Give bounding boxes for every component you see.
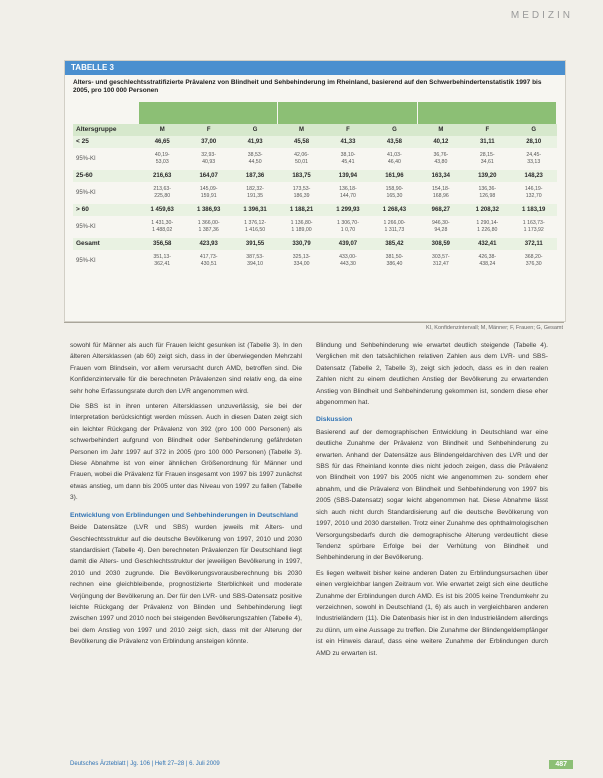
section-heading: Diskussion xyxy=(316,416,353,424)
table-rows xyxy=(73,136,557,272)
column-header: G xyxy=(252,126,258,133)
ci-cell: 351,13- 362,41 xyxy=(153,254,172,267)
ci-cell: 1 266,00- 1 311,73 xyxy=(383,220,406,233)
ci-cell: 42,06- 50,01 xyxy=(294,152,309,165)
ci-cell: 426,38- 438,24 xyxy=(478,254,497,267)
table-ci-row xyxy=(73,182,557,204)
table-cell: 216,63 xyxy=(153,172,172,179)
table-body xyxy=(73,102,557,272)
table-ci-row xyxy=(73,250,557,272)
ci-cell: 182,32- 191,35 xyxy=(246,186,264,199)
column-header: M xyxy=(159,126,165,133)
table-cell: 423,93 xyxy=(199,240,218,247)
body-column-left xyxy=(70,340,302,652)
ci-cell: 213,63- 225,80 xyxy=(153,186,172,199)
column-header-row xyxy=(73,124,557,136)
table-cell: 46,65 xyxy=(154,138,170,145)
column-header: F xyxy=(206,126,211,133)
page-number: 487 xyxy=(549,760,573,769)
table-cell: 968,27 xyxy=(431,206,451,213)
ci-cell: 158,90- 165,30 xyxy=(385,186,404,199)
ci-label: 95%-KI xyxy=(76,223,96,230)
table-cell: 391,55 xyxy=(245,240,265,247)
ci-cell: 38,10- 45,41 xyxy=(340,152,356,165)
table-cell: 41,93 xyxy=(247,138,263,145)
paragraph: Blindung und Sehbehinderung wie erwartet deutlich steigende (Tabelle 4). Verglichen mit den tatsächlichen relativen Zahlen aus dem LVR- und SBS-Datensatz (Tabelle 2, Tabelle 3), zeigt sich jedoch, dass es in den realen Zahlen nicht zu einem deutlichen Anstieg der Bevölkerung zu erwartenden Anstieg von Blindheit und Sehbehinderung gekommen ist, sondern diese eher abgenommen hat. xyxy=(316,342,548,407)
ci-cell: 24,45- 33,13 xyxy=(526,152,542,165)
ci-cell: 1 163,73- 1 173,92 xyxy=(522,220,545,233)
table-cell: 356,58 xyxy=(153,240,172,247)
table-cell: 1 188,21 xyxy=(289,206,314,213)
table-cell: 31,11 xyxy=(479,138,495,145)
table-3 xyxy=(64,60,566,322)
ci-cell: 136,36- 126,98 xyxy=(478,186,497,199)
ci-cell: 325,13- 334,00 xyxy=(292,254,311,267)
table-cell: 43,58 xyxy=(386,138,402,145)
paragraph: Es liegen weltweit bisher keine anderen Daten zu Erblindungsursachen über einen vergleichbar langen Zeitraum vor. Wie erwartet zeigt sich eine deutliche Zunahme der Erblindungen durch AMD. Es ist bis 2005 keine Trendumkehr zu verzeichnen, sowohl in Deutschland (1, 6) als auch in vergleichbaren anderen Industrieländern (11). Die Datenbasis hier ist in den Industrieländern allerdings zu dünn, um eine Aussage zu treffen. Die Zunahme der Blindengeldempfänger ist ein Hinweis darauf, dass eine weitere Zunahme der Erblindungen durch AMD zu erwarten ist. xyxy=(316,569,548,657)
year-header xyxy=(139,102,557,124)
table-rule xyxy=(64,322,564,323)
table-row xyxy=(73,238,557,250)
paragraph: Die SBS ist in ihren unteren Altersklassen unzuverlässig, sie bei der Interpretation berücksichtigt werden müssen. Auch in diesen Daten zeigt sich ein leichter Rückgang der Prävalenz von 392 (pro 100 000 Personen) als schwerbehindert aufgrund von Blindheit oder Sehbehinderung gefährdeten Personen im Jahr 1997 auf 372 in 2005 (pro 100 000 Personen) (Tabelle 3). Diese Abnahme ist von einer ähnlichen Größenordnung für Männer und Frauen, wobei die Prävalenz für Frauen insgesamt von 1997 bis 1997 zunächst etwas anstieg, um dann bis 2005 unter das Niveau von 1997 zu fallen (Tabelle 3). xyxy=(70,403,302,502)
body-column-right xyxy=(316,340,548,663)
table-row xyxy=(73,204,557,216)
table-row xyxy=(73,136,557,148)
table-cell: 139,94 xyxy=(338,172,358,179)
row-label: Gesamt xyxy=(76,240,100,248)
table-cell: 183,75 xyxy=(292,172,311,179)
row-label: < 25 xyxy=(76,138,89,146)
table-cell: 1 183,19 xyxy=(522,206,546,213)
table-cell: 1 386,93 xyxy=(196,206,221,213)
table-caption: Alters- und geschlechtsstratifizierte Prävalenz von Blindheit und Sehbehinderung im Rheinland, basierend auf den Schwerbehindertenstatistik 1997 bis 2005, pro 100 000 Personen xyxy=(73,79,542,95)
ci-cell: 1 136,80- 1 189,00 xyxy=(290,220,313,233)
table-ci-row xyxy=(73,216,557,238)
table-cell: 1 268,43 xyxy=(382,206,407,213)
ci-label: 95%-KI xyxy=(76,155,96,162)
table-label: TABELLE 3 xyxy=(65,61,565,75)
year-group-1 xyxy=(139,102,278,124)
ci-label: 95%-KI xyxy=(76,189,96,196)
table-ci-row xyxy=(73,148,557,170)
ci-cell: 946,30- 94,28 xyxy=(432,220,450,233)
ci-cell: 28,15- 34,61 xyxy=(479,152,495,165)
table-cell: 163,34 xyxy=(431,172,451,179)
table-cell: 1 299,93 xyxy=(336,206,360,213)
ci-cell: 433,00- 443,30 xyxy=(339,254,357,267)
table-cell: 187,36 xyxy=(245,172,265,179)
running-head: MEDIZIN xyxy=(510,10,573,21)
table-cell: 1 208,32 xyxy=(475,206,499,213)
section-heading: Entwicklung von Erblindungen und Sehbehinderungen in Deutschland xyxy=(70,511,299,519)
ci-cell: 1 306,70- 1 0,70 xyxy=(337,220,359,233)
table-cell: 1 459,63 xyxy=(150,206,174,213)
table-cell: 432,41 xyxy=(478,240,497,247)
column-header: F xyxy=(346,126,350,133)
table-footnote: KI, Konfidenzintervall; M, Männer; F, Frauen; G, Gesamt xyxy=(426,325,563,331)
year-group-2 xyxy=(278,102,417,124)
table-cell: 308,59 xyxy=(431,240,451,247)
ci-cell: 154,18- 168,96 xyxy=(432,186,450,199)
table-cell: 139,20 xyxy=(478,172,497,179)
table-cell: 385,42 xyxy=(385,240,404,247)
table-cell: 148,23 xyxy=(524,172,543,179)
ci-cell: 41,03- 46,40 xyxy=(387,152,402,165)
ci-cell: 1 366,00- 1 387,36 xyxy=(197,220,220,233)
ci-cell: 1 431,30- 1 488,02 xyxy=(151,220,174,233)
journal-citation: Deutsches Ärzteblatt | Jg. 106 | Heft 27–28 | 6. Juli 2009 xyxy=(70,761,220,767)
paragraph: Beide Datensätze (LVR und SBS) wurden jeweils mit Alters- und Geschlechtsstruktur auf die deutsche Bevölkerung von 1997, 2010 und 2030 standardisiert (Tabelle 4). Den berechneten Prävalenzen für Deutschland liegt damit die Alters- und Geschlechtsstruktur der jeweiligen Bevölkerung in 1997, 2010 und 2030 zugrunde. Die Bevölkerungsvorausberechnung bis 2030 rechnen eine gleichbleibende, prognostizierte Sterblichkeit und moderate Verjüngung der Bevölkerung an. Der für den LVR- und SBS-Datensatz positive leichte Rückgang der Prävalenz von Blinden und Sehbehinderung liegt zwischen 1997 und 2010 noch bei steigenden Bevölkerungszahlen (Tabelle 4), bei dem Anstieg von 1997 und 2010 zeigt sich, dass mit der Alterung der Bevölkerung die Prävalenz von Erblindung ansteigen könnte. xyxy=(70,524,302,646)
ci-cell: 40,19- 53,03 xyxy=(154,152,170,165)
year-group-3 xyxy=(418,102,557,124)
ci-label: 95%-KI xyxy=(76,257,96,264)
table-cell: 45,58 xyxy=(294,138,310,145)
ci-cell: 417,73- 430,51 xyxy=(199,254,218,267)
table-cell: 1 396,31 xyxy=(243,206,267,213)
paragraph: Basierend auf der demographischen Entwicklung in Deutschland war eine deutliche Zunahme der Prävalenz von Blindheit und Sehbehinderung zu erwarten. Anhand der Datensätze aus Blindengeldarchiven des LVR und der SBS für das Rheinland konnte dies nicht jedoch zeigen, dass die Prävalenz von Blindheit von 1997 bis 2005 nicht wie angenommen zu- sondern eher abnahm, und die Prävalenz von Blindheit und Sehbehinderung von 1997 bis 2005 (SBS-Datensatz) sogar leicht abgenommen hat. Diese Abnahme lässt sich auch nicht durch Standardisierung auf die deutsche Bevölkerung von 1997, 2010 und 2030 darstellen. Trotz einer Zunahme des ophthalmologischen Versorgungsbedarfs durch die demographische Alterung verdeutlicht diese Tendenz spürbare Erfolge bei der Verhütung von Blindheit und Sehbehinderung in der Bevölkerung. xyxy=(316,428,548,562)
column-header: F xyxy=(485,126,490,133)
ci-cell: 1 376,12- 1 416,50 xyxy=(244,220,267,233)
ci-cell: 145,09- 159,91 xyxy=(199,186,218,199)
row-label: 25-60 xyxy=(76,172,93,180)
row-label: > 60 xyxy=(76,206,89,214)
table-cell: 439,07 xyxy=(338,240,358,247)
table-row xyxy=(73,170,557,182)
ci-cell: 368,20- 376,30 xyxy=(524,254,543,267)
ci-cell: 146,19- 132,70 xyxy=(524,186,543,199)
ci-cell: 32,93- 40,93 xyxy=(201,152,217,165)
page-footer xyxy=(70,758,573,770)
column-header: M xyxy=(438,126,444,133)
column-header: M xyxy=(299,126,305,133)
column-header: Altersgruppe xyxy=(76,126,117,134)
table-cell: 330,79 xyxy=(292,240,311,247)
ci-cell: 36,76- 43,80 xyxy=(433,152,449,165)
ci-cell: 38,53- 44,50 xyxy=(247,152,263,165)
ci-cell: 136,18- 144,70 xyxy=(339,186,357,199)
ci-cell: 1 290,14- 1 226,80 xyxy=(476,220,499,233)
column-header: G xyxy=(392,126,397,133)
table-cell: 164,07 xyxy=(199,172,218,179)
column-header: G xyxy=(531,126,537,133)
paragraph: sowohl für Männer als auch für Frauen leicht gesunken ist (Tabelle 3). In den älteren Altersklassen (ab 60) zeigt sich, dass in der überwiegenden Mehrzahl Frauen vom Blindsein, vor allem verursacht durch AMD, betroffen sind. Die Konfidenzintervalle für die berechneten Prävalenzen sind relativ eng, da eine sehr hohe Erfassungsrate durch den LVR angenommen wird. xyxy=(70,342,302,395)
table-cell: 41,33 xyxy=(340,138,356,145)
table-cell: 28,10 xyxy=(526,138,542,145)
ci-cell: 387,53- 394,10 xyxy=(246,254,264,267)
table-cell: 37,00 xyxy=(201,138,217,145)
table-cell: 372,11 xyxy=(524,240,543,247)
ci-cell: 303,57- 312,47 xyxy=(432,254,450,267)
table-cell: 40,12 xyxy=(433,138,449,145)
ci-cell: 173,53- 186,39 xyxy=(292,186,311,199)
table-cell: 161,96 xyxy=(385,172,404,179)
ci-cell: 381,50- 386,40 xyxy=(385,254,404,267)
